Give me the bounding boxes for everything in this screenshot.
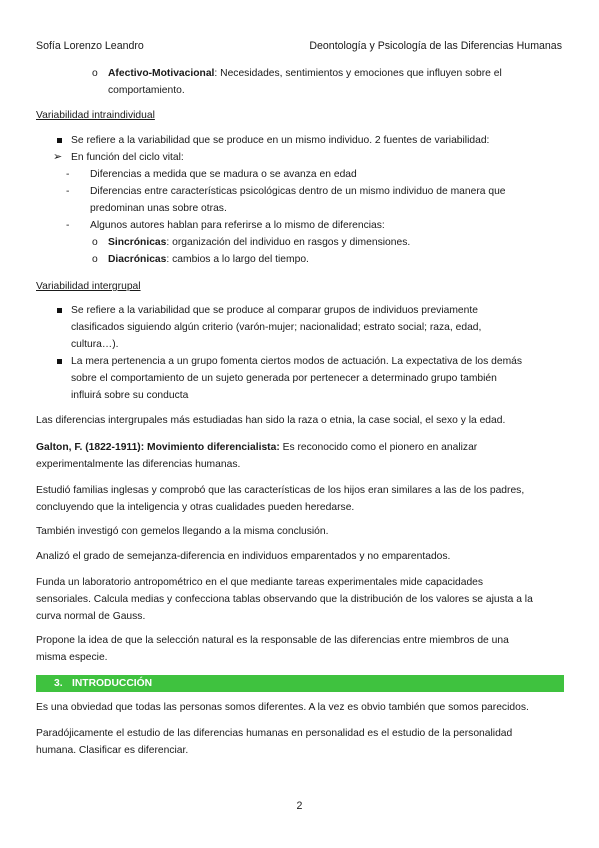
dash-item-age: Diferencias a medida que se madura o se avanza en edad	[90, 169, 357, 180]
inter-list	[36, 302, 562, 404]
circle-bullet-icon: o	[92, 254, 98, 265]
dash-item-traits: Diferencias entre características psicológicas dentro de un mismo individuo de manera que	[90, 186, 506, 197]
galton-heading: Galton, F. (1822-1911): Movimiento diferencialista:	[36, 442, 280, 453]
intro-paragraph-1: Es una obviedad que todas las personas somos diferentes. A la vez es obvio también que somos parecidos.	[36, 702, 529, 713]
life-cycle-item: En función del ciclo vital:	[71, 152, 184, 163]
intra-bullet-text: Se refiere a la variabilidad que se produce en un mismo individuo. 2 fuentes de variabilidad:	[71, 135, 490, 146]
paragraph-families	[36, 482, 562, 516]
intro-p2-l2: humana. Clasificar es diferenciar.	[36, 745, 189, 756]
diachronic-term: Diacrónicas	[108, 254, 167, 265]
circle-bullet-icon: o	[92, 237, 98, 248]
square-bullet-icon	[57, 308, 62, 313]
inter-section	[36, 278, 562, 295]
inter-bullet2-l3: influirá sobre su conducta	[71, 390, 189, 401]
section-title: INTRODUCCIÓN	[72, 678, 153, 689]
paragraph-natural-selection	[36, 632, 562, 666]
paragraph-laboratory	[36, 574, 562, 625]
inter-bullet2-l1: La mera pertenencia a un grupo fomenta ciertos modos de actuación. La expectativa de los demás	[71, 356, 523, 367]
section-number: 3.	[54, 678, 63, 689]
header-course-title: Deontología y Psicología de las Diferencias Humanas	[309, 40, 562, 52]
synchronic-text: : organización del individuo en rasgos y dimensiones.	[166, 237, 411, 248]
affective-term: Afectivo-Motivacional	[108, 68, 215, 79]
laboratory-l3: curva normal de Gauss.	[36, 611, 146, 622]
natural-selection-l1: Propone la idea de que la selección natural es la responsable de las diferencias entre miembros de una	[36, 635, 509, 646]
laboratory-l1: Funda un laboratorio antropométrico en el que mediante tareas experimentales mide capacidades	[36, 577, 484, 588]
page-number: 2	[296, 800, 303, 812]
affective-text: : Necesidades, sentimientos y emociones que influyen sobre el	[214, 68, 502, 79]
laboratory-l2: sensoriales. Calcula medias y confecciona tablas observando que la distribución de los valores se ajusta a la	[36, 594, 533, 605]
natural-selection-l2: misma especie.	[36, 652, 108, 663]
circle-bullet-icon: o	[92, 68, 98, 79]
paragraph-kinship: Analizó el grado de semejanza-diferencia en individuos emparentados y no emparentados.	[36, 551, 451, 562]
intra-section	[36, 107, 562, 124]
affective-item	[36, 65, 562, 99]
dash-bullet-icon: -	[66, 220, 70, 231]
families-l2: concluyendo que la inteligencia y otras cualidades pueden heredarse.	[36, 502, 355, 513]
dash-bullet-icon: -	[66, 186, 70, 197]
affective-text-cont: comportamiento.	[108, 85, 185, 96]
intro-paragraph-2	[36, 725, 562, 759]
galton-text-cont: experimentalmente las diferencias humanas.	[36, 459, 241, 470]
arrow-bullet-icon: ➢	[53, 151, 63, 163]
header-author: Sofía Lorenzo Leandro	[36, 40, 144, 52]
intra-title: Variabilidad intraindividual	[36, 110, 155, 121]
paragraph-twins: También investigó con gemelos llegando a la misma conclusión.	[36, 526, 329, 537]
square-bullet-icon	[57, 359, 62, 364]
paragraph-intergroup-differences: Las diferencias intergrupales más estudiadas han sido la raza o etnia, la case social, el sexo y la edad.	[36, 415, 506, 426]
synchronic-term: Sincrónicas	[108, 237, 167, 248]
square-bullet-icon	[57, 138, 62, 143]
inter-bullet1-l2: clasificados siguiendo algún criterio (varón-mujer; nacionalidad; estrato social; raza, edad,	[71, 322, 482, 333]
dash-item-authors: Algunos autores hablan para referirse a lo mismo de diferencias:	[90, 220, 385, 231]
section-heading-banner	[36, 675, 564, 692]
intro-p2-l1: Paradójicamente el estudio de las diferencias humanas en personalidad es el estudio de la personalidad	[36, 728, 513, 739]
paragraph-galton	[36, 439, 562, 473]
inter-bullet1-l3: cultura…).	[71, 339, 119, 350]
inter-bullet1-l1: Se refiere a la variabilidad que se produce al comparar grupos de individuos previamente	[71, 305, 478, 316]
dash-item-traits-cont: predominan unas sobre otras.	[90, 203, 227, 214]
inter-title: Variabilidad intergrupal	[36, 281, 141, 292]
diachronic-text: : cambios a lo largo del tiempo.	[166, 254, 309, 265]
inter-bullet2-l2: sobre el comportamiento de un sujeto generada por pertenecer a determinado grupo también	[71, 373, 497, 384]
galton-text: Es reconocido como el pionero en analizar	[279, 442, 478, 453]
intra-list	[36, 132, 562, 268]
families-l1: Estudió familias inglesas y comprobó que las características de los hijos eran similares a las de los padres,	[36, 485, 525, 496]
dash-bullet-icon: -	[66, 169, 70, 180]
